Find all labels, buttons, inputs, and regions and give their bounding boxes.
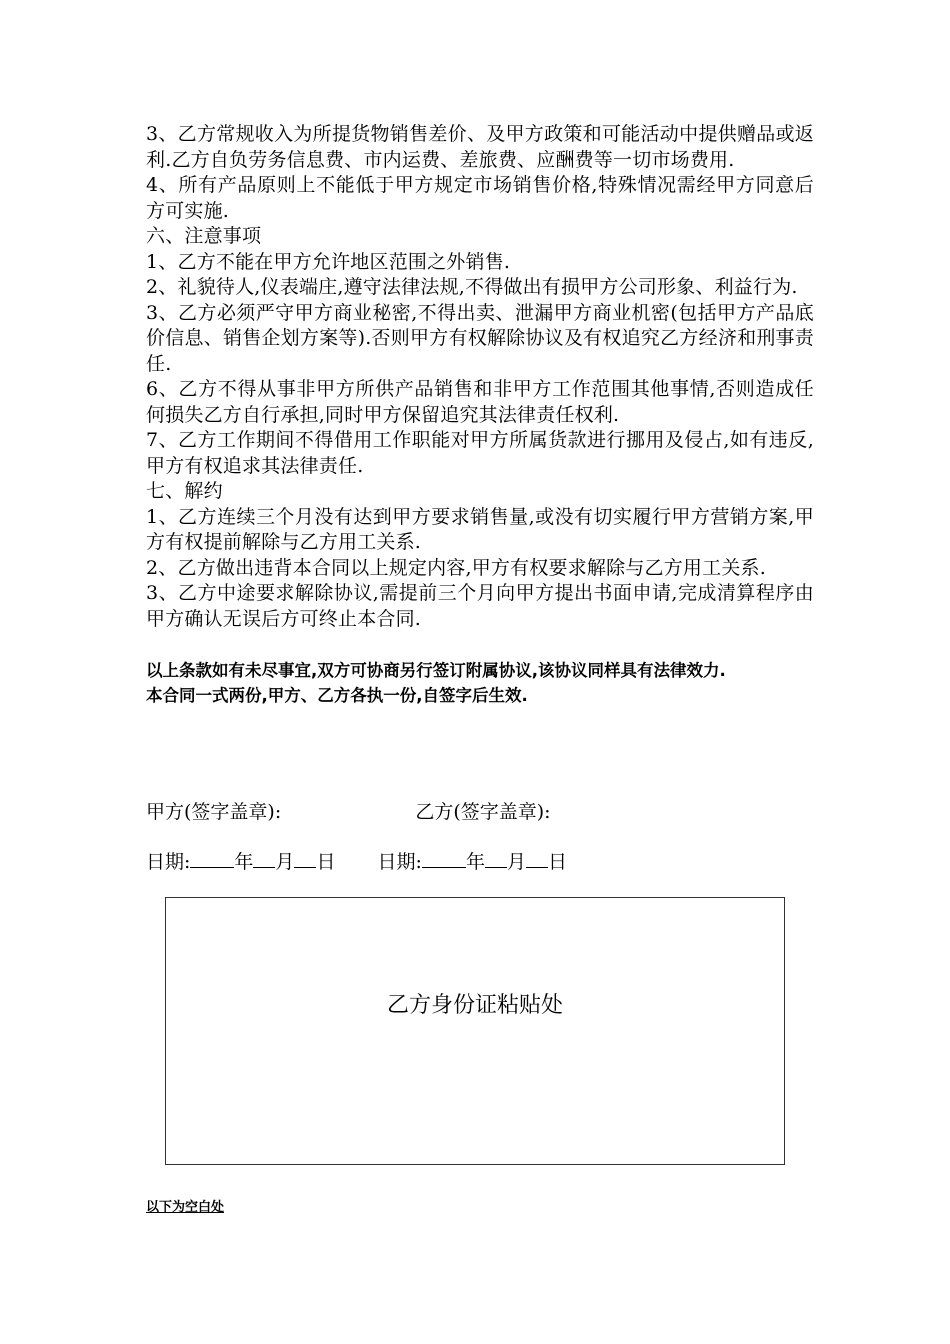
blank-below-note: 以下为空白处 xyxy=(146,1200,225,1215)
party-b-date: 日期: 年 月 日 xyxy=(377,851,567,873)
id-card-paste-label: 乙方身份证粘贴处 xyxy=(386,993,563,1018)
section-heading-termination: 七、解约 xyxy=(146,480,223,502)
date-row xyxy=(146,847,567,874)
clause-4-price: 4、所有产品原则上不能低于甲方规定市场销售价格,特殊情况需经甲方同意后方可实施. xyxy=(146,174,814,222)
party-a-signature-label: 甲方(签字盖章): xyxy=(146,801,282,823)
notes-clause-3: 3、乙方必须严守甲方商业秘密,不得出卖、泄漏甲方商业机密(包括甲方产品底价信息、销售企划方案等).否则甲方有权解除协议及有权追究乙方经济和刑事责任. xyxy=(146,301,814,375)
id-card-paste-box xyxy=(165,897,785,1165)
termination-clause-2: 2、乙方做出违背本合同以上规定内容,甲方有权要求解除与乙方用工关系. xyxy=(146,556,766,579)
section-heading-notes: 六、注意事项 xyxy=(146,225,262,247)
month-blank[interactable] xyxy=(253,849,275,868)
party-b-signature-label: 乙方(签字盖章): xyxy=(415,801,551,823)
clause-3-income: 3、乙方常规收入为所提货物销售差价、及甲方政策和可能活动中提供赠品或返利.乙方自负劳务信息费、市内运费、差旅费、应酬费等一切市场费用. xyxy=(146,123,814,171)
year-blank[interactable] xyxy=(190,849,234,868)
contract-body xyxy=(146,122,814,708)
termination-clause-1: 1、乙方连续三个月没有达到甲方要求销售量,或没有切实履行甲方营销方案,甲方有权提前解除与乙方用工关系. xyxy=(146,505,814,553)
day-blank[interactable] xyxy=(526,849,548,868)
year-blank[interactable] xyxy=(422,849,466,868)
closing-line-2: 本合同一式两份,甲方、乙方各执一份,自签字后生效. xyxy=(146,686,528,705)
notes-clause-1: 1、乙方不能在甲方允许地区范围之外销售. xyxy=(146,250,511,273)
day-blank[interactable] xyxy=(294,849,316,868)
closing-line-1: 以上条款如有未尽事宜,双方可协商另行签订附属协议,该协议同样具有法律效力. xyxy=(146,661,726,680)
month-blank[interactable] xyxy=(485,849,507,868)
notes-clause-6: 6、乙方不得从事非甲方所供产品销售和非甲方工作范围其他事情,否则造成任何损失乙方自行承担,同时甲方保留追究其法律责任权利. xyxy=(146,378,814,426)
notes-clause-2: 2、礼貌待人,仪表端庄,遵守法律法规,不得做出有损甲方公司形象、利益行为. xyxy=(146,276,798,298)
notes-clause-7: 7、乙方工作期间不得借用工作职能对甲方所属货款进行挪用及侵占,如有违反,甲方有权追求其法律责任. xyxy=(146,429,814,477)
termination-clause-3: 3、乙方中途要求解除协议,需提前三个月向甲方提出书面申请,完成清算程序由甲方确认无误后方可终止本合同. xyxy=(146,582,814,630)
signature-row xyxy=(146,797,551,824)
party-a-date: 日期: 年 月 日 xyxy=(146,851,336,873)
